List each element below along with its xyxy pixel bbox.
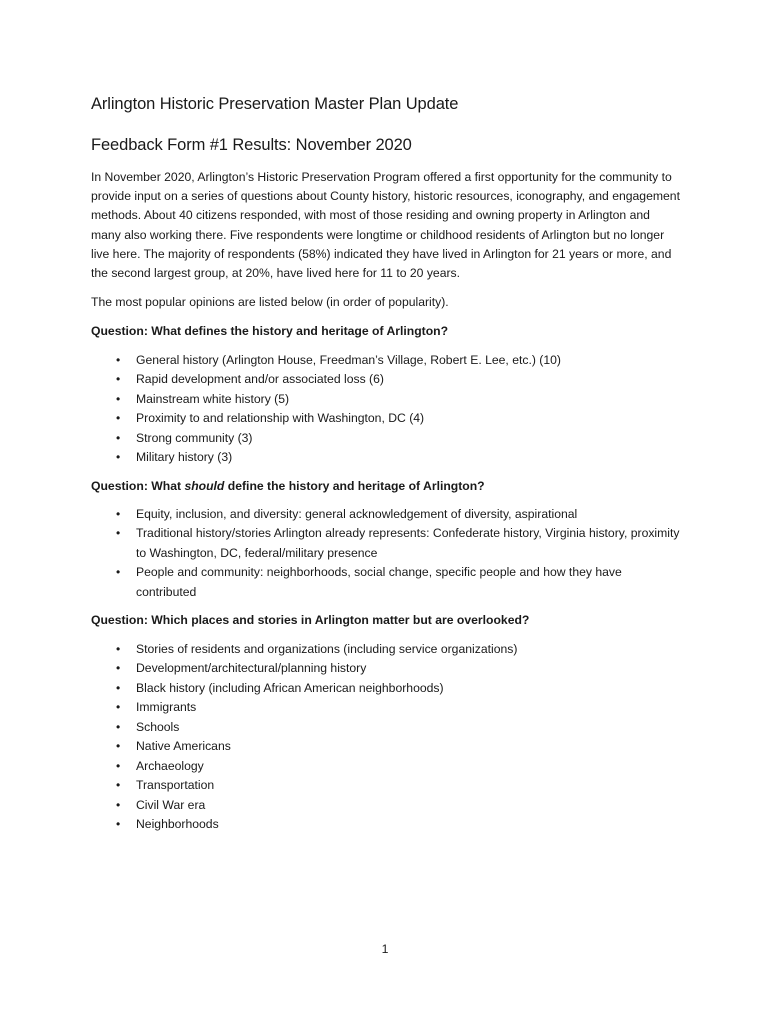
bullet-icon: •	[116, 430, 121, 445]
list-item: • People and community: neighborhoods, social change, specific people and how they have contributed	[116, 565, 622, 599]
list-item: • Transportation	[91, 776, 681, 796]
bullet-icon: •	[116, 797, 121, 812]
bullet-icon: •	[116, 526, 121, 541]
list-item: • General history (Arlington House, Freedman’s Village, Robert E. Lee, etc.) (10)	[91, 351, 681, 371]
list-item: • Black history (including African American neighborhoods)	[91, 679, 681, 699]
list-item: • Archaeology	[91, 757, 681, 777]
list-item: • Stories of residents and organizations (including service organizations)	[91, 640, 681, 660]
list-item: • Equity, inclusion, and diversity: general acknowledgement of diversity, aspirational	[91, 505, 681, 525]
bullet-icon: •	[116, 661, 121, 676]
document-page	[91, 92, 681, 844]
question-2-list	[91, 505, 681, 603]
question-2-heading: Question: What should define the history and heritage of Arlington?	[91, 478, 485, 493]
list-item: • Immigrants	[91, 698, 681, 718]
bullet-icon: •	[116, 817, 121, 832]
list-item: • Military history (3)	[91, 448, 681, 468]
bullet-icon: •	[116, 700, 121, 715]
list-item: • Mainstream white history (5)	[91, 390, 681, 410]
list-item: • Development/architectural/planning history	[91, 659, 681, 679]
intro-paragraph: In November 2020, Arlington’s Historic Preservation Program offered a first opportunity for the community to provide input on a series of questions about County history, historic resources, iconography, and engagement methods. About 40 citizens responded, with most of those residing and owning property in Arlington and many also working there. Five respondents were longtime or childhood residents of Arlington but no longer live here. The majority of respondents (58%) indicated they have lived in Arlington for 21 years or more, and the second largest group, at 20%, have lived here for 11 to 20 years.	[91, 170, 680, 281]
bullet-icon: •	[116, 565, 121, 580]
bullet-icon: •	[116, 372, 121, 387]
bullet-icon: •	[116, 719, 121, 734]
list-item: • Schools	[91, 718, 681, 738]
list-item: • Traditional history/stories Arlington already represents: Confederate history, Virginia history, proximity to Washington, DC, federal/military presence	[116, 526, 680, 560]
bullet-icon: •	[116, 778, 121, 793]
list-item: • Civil War era	[91, 796, 681, 816]
page-number: 1	[381, 942, 389, 956]
document-subtitle: Feedback Form #1 Results: November 2020	[91, 136, 412, 154]
bullet-icon: •	[116, 411, 121, 426]
list-item: • Native Americans	[91, 737, 681, 757]
popular-note: The most popular opinions are listed below (in order of popularity).	[91, 295, 449, 310]
bullet-icon: •	[116, 506, 121, 521]
list-item: • Strong community (3)	[91, 429, 681, 449]
document-title: Arlington Historic Preservation Master Plan Update	[91, 95, 459, 113]
question-1-list	[91, 351, 681, 468]
question-3-list	[91, 640, 681, 835]
bullet-icon: •	[116, 680, 121, 695]
list-item: • Proximity to and relationship with Washington, DC (4)	[91, 409, 681, 429]
list-item: • Rapid development and/or associated loss (6)	[91, 370, 681, 390]
bullet-icon: •	[116, 641, 121, 656]
bullet-icon: •	[116, 758, 121, 773]
bullet-icon: •	[116, 739, 121, 754]
list-item: • Neighborhoods	[91, 815, 681, 835]
bullet-icon: •	[116, 352, 121, 367]
question-3-heading: Question: Which places and stories in Arlington matter but are overlooked?	[91, 613, 530, 628]
bullet-icon: •	[116, 391, 121, 406]
bullet-icon: •	[116, 450, 121, 465]
question-1-heading: Question: What defines the history and heritage of Arlington?	[91, 324, 449, 339]
